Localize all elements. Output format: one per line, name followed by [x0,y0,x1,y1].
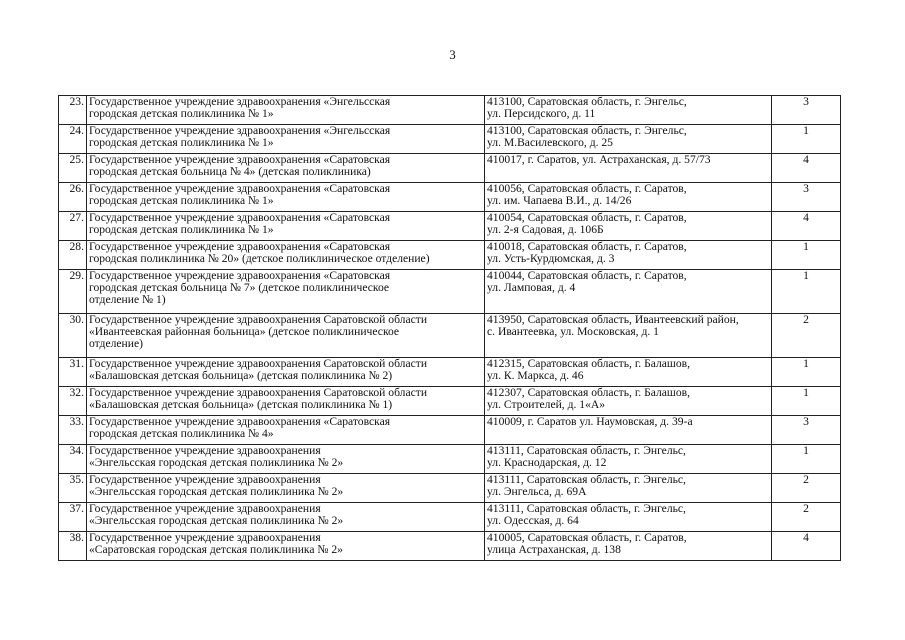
table-row [59,314,841,358]
institution-name-line: Государственное учреждение здравоохранения «Саратовская [89,182,391,195]
address-line: ул. им. Чапаева В.И., д. 14/26 [487,194,632,208]
institution-name-line: городская детская больница № 7» (детское поликлиническое [89,281,390,295]
address-line: ул. 2-я Садовая, д. 106Б [487,223,604,237]
address-line: ул. Усть-Курдюмская, д. 3 [487,252,615,266]
address-line: ул. Краснодарская, д. 12 [487,456,607,470]
institution-name-line: городская детская поликлиника № 1» [89,194,274,208]
institution-name-line: отделение № 1) [89,293,166,307]
institution-name-line: Государственное учреждение здравоохранения «Саратовская [89,153,391,166]
institution-name-cell [87,314,485,358]
institution-name-cell [87,445,485,474]
address-cell [485,125,772,154]
institution-name-line: Государственное учреждение здравоохранения [89,531,321,544]
institution-name-line: «Энгельсская городская детская поликлиника № 2» [89,514,344,528]
address-cell [485,416,772,445]
institution-name-cell [87,96,485,125]
address-cell [485,387,772,416]
row-number: 24. [59,125,87,154]
address-line: ул. Энгельса, д. 69А [487,485,587,499]
row-number: 25. [59,154,87,183]
count-cell: 1 [772,125,841,154]
institution-name-line: «Энгельсская городская детская поликлиника № 2» [89,456,344,470]
address-line: 413111, Саратовская область, г. Энгельс, [487,473,686,486]
table-row [59,183,841,212]
institutions-table [58,95,841,561]
institution-name-cell [87,532,485,561]
institution-name-cell [87,416,485,445]
institution-name-line: городская детская поликлиника № 4» [89,427,274,441]
count-cell: 3 [772,183,841,212]
address-cell [485,474,772,503]
address-line: 410009, г. Саратов ул. Наумовская, д. 39-а [487,415,693,428]
institution-name-cell [87,241,485,270]
row-number: 35. [59,474,87,503]
table-row [59,212,841,241]
table-row [59,474,841,503]
address-line: 410054, Саратовская область, г. Саратов, [487,211,687,224]
count-cell: 1 [772,241,841,270]
table-row [59,358,841,387]
address-cell [485,241,772,270]
address-cell [485,154,772,183]
institution-name-cell [87,358,485,387]
row-number: 31. [59,358,87,387]
institution-name-cell [87,387,485,416]
institution-name-line: Государственное учреждение здравоохранения «Энгельсская [89,124,391,137]
institution-name-line: Государственное учреждение здравоохранения [89,502,321,515]
count-cell: 1 [772,270,841,314]
address-cell [485,96,772,125]
institution-name-line: городская детская больница № 4» (детская поликлиника) [89,165,371,179]
count-cell: 1 [772,358,841,387]
institution-name-cell [87,125,485,154]
table-row [59,445,841,474]
address-cell [485,532,772,561]
table-row [59,154,841,183]
institution-name-line: «Энгельсская городская детская поликлиника № 2» [89,485,344,499]
institution-name-line: Государственное учреждение здравоохранения «Энгельсская [89,95,391,108]
institution-name-line: Государственное учреждение здравоохранения [89,473,321,486]
count-cell: 4 [772,212,841,241]
institution-name-line: Государственное учреждение здравоохранения «Саратовская [89,211,391,224]
institution-name-cell [87,154,485,183]
institution-name-line: Государственное учреждение здравоохранения «Саратовская [89,240,391,253]
row-number: 23. [59,96,87,125]
row-number: 32. [59,387,87,416]
address-cell [485,183,772,212]
address-line: 413100, Саратовская область, г. Энгельс, [487,95,687,108]
institution-name-cell [87,474,485,503]
address-line: 410044, Саратовская область, г. Саратов, [487,269,687,282]
address-line: ул. Персидского, д. 11 [487,107,596,121]
institution-name-line: «Ивантеевская районная больница» (детское поликлиническое [89,325,400,339]
row-number: 30. [59,314,87,358]
institution-name-line: «Балашовская детская больница» (детская поликлиника № 2) [89,369,393,383]
row-number: 38. [59,532,87,561]
institution-name-line: «Балашовская детская больница» (детская поликлиника № 1) [89,398,393,412]
count-cell: 2 [772,503,841,532]
institution-name-line: городская поликлиника № 20» (детское поликлиническое отделение) [89,252,430,266]
institution-name-line: городская детская поликлиника № 1» [89,136,274,150]
row-number: 37. [59,503,87,532]
address-cell [485,212,772,241]
address-line: 413111, Саратовская область, г. Энгельс, [487,444,686,457]
row-number: 34. [59,445,87,474]
count-cell: 1 [772,387,841,416]
table-row [59,125,841,154]
institution-name-line: Государственное учреждение здравоохранения Саратовской области [89,313,428,326]
institution-name-line: Государственное учреждение здравоохранения [89,444,321,457]
row-number: 28. [59,241,87,270]
institution-name-line: «Саратовская городская детская поликлиника № 2» [89,543,343,557]
address-cell [485,314,772,358]
count-cell: 4 [772,532,841,561]
address-line: с. Ивантеевка, ул. Московская, д. 1 [487,325,659,339]
address-cell [485,358,772,387]
count-cell: 2 [772,474,841,503]
table-row [59,96,841,125]
institution-name-cell [87,183,485,212]
address-cell [485,270,772,314]
institution-name-cell [87,212,485,241]
address-line: 410005, Саратовская область, г. Саратов, [487,531,687,544]
address-cell [485,503,772,532]
institution-name-line: Государственное учреждение здравоохранения Саратовской области [89,386,428,399]
institution-name-cell [87,270,485,314]
row-number: 33. [59,416,87,445]
institution-name-line: отделение) [89,337,143,351]
address-line: 413950, Саратовская область, Ивантеевский район, [487,313,739,326]
table-row [59,503,841,532]
row-number: 26. [59,183,87,212]
address-line: 410017, г. Саратов, ул. Астраханская, д. 57/73 [487,153,711,166]
count-cell: 3 [772,416,841,445]
table-row [59,532,841,561]
address-line: ул. Одесская, д. 64 [487,514,579,528]
count-cell: 2 [772,314,841,358]
address-cell [485,445,772,474]
address-line: ул. М.Василевского, д. 25 [487,136,613,150]
address-line: 410018, Саратовская область, г. Саратов, [487,240,687,253]
count-cell: 3 [772,96,841,125]
address-line: 413100, Саратовская область, г. Энгельс, [487,124,687,137]
institution-name-line: городская детская поликлиника № 1» [89,223,274,237]
page-number: 3 [449,47,456,62]
address-line: ул. К. Маркса, д. 46 [487,369,584,383]
row-number: 29. [59,270,87,314]
institution-name-line: Государственное учреждение здравоохранения «Саратовская [89,415,391,428]
institution-name-line: Государственное учреждение здравоохранения «Саратовская [89,269,391,282]
address-line: 413111, Саратовская область, г. Энгельс, [487,502,686,515]
table-body [59,96,841,561]
institution-name-line: Государственное учреждение здравоохранения Саратовской области [89,357,428,370]
row-number: 27. [59,212,87,241]
institution-name-line: городская детская поликлиника № 1» [89,107,274,121]
table-row [59,387,841,416]
table-row [59,416,841,445]
address-line: 412315, Саратовская область, г. Балашов, [487,357,691,370]
address-line: ул. Ламповая, д. 4 [487,281,576,295]
address-line: 412307, Саратовская область, г. Балашов, [487,386,691,399]
address-line: улица Астраханская, д. 138 [487,543,621,557]
table-row [59,270,841,314]
institution-name-cell [87,503,485,532]
address-line: 410056, Саратовская область, г. Саратов, [487,182,687,195]
table-row [59,241,841,270]
count-cell: 4 [772,154,841,183]
count-cell: 1 [772,445,841,474]
address-line: ул. Строителей, д. 1«А» [487,398,606,412]
